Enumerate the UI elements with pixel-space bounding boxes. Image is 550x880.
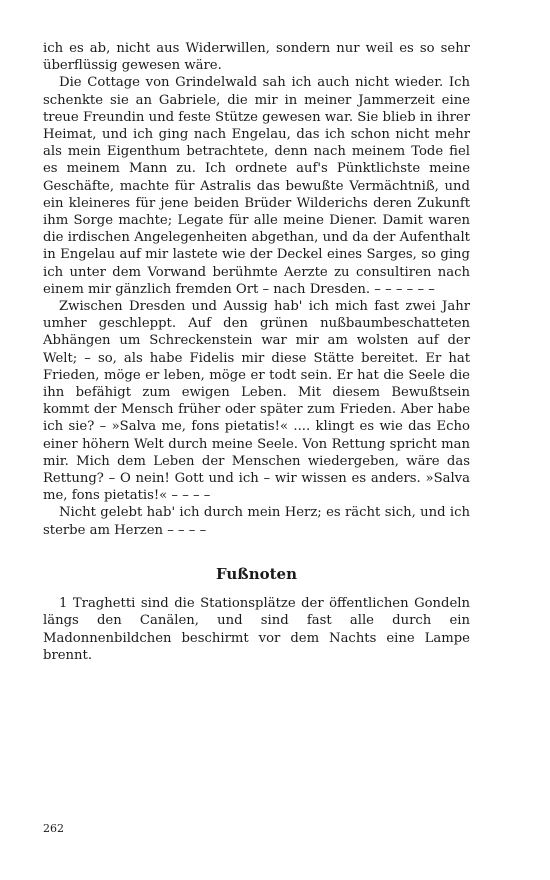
- body-paragraph-2: Die Cottage von Grindelwald sah ich auch nicht wieder. Ich schenkte sie an Gabriele, die mir in meiner Jammerzeit eine treue Freundin und feste Stütze gewesen war. Sie blieb in ihrer Heimat, und ich ging nach Engelau, das ich schon nicht mehr als mein Eigenthum betrachtete, denn nach meinem Tode fiel es meinem Mann zu. Ich ordnete auf's Pünktlichste meine Geschäfte, machte für Astralis das bewußte Vermächtniß, und ein kleineres für jene beiden Brüder Wilderichs deren Zukunft ihm Sorge machte; Legate für alle meine Diener. Damit waren die irdischen Angelegenheiten abgethan, und da der Aufenthalt in Engelau auf mir lastete wie der Deckel eines Sarges, so ging ich unter dem Vorwand berühmte Aerzte zu consultiren nach einem mir gänzlich fremden Ort – nach Dresden. – – – – – –: [43, 75, 470, 297]
- body-paragraph-3: Zwischen Dresden und Aussig hab' ich mich fast zwei Jahr umher geschleppt. Auf den grünen nußbaumbeschatteten Abhängen um Schreckenstein war mir am wolsten auf der Welt; – so, als habe Fidelis mir diese Stätte bereitet. Er hat Frieden, möge er leben, möge er todt sein. Er hat die Seele die ihn befähigt zum ewigen Leben. Mit diesem Bewußtsein kommt der Mensch früher oder später zum Frieden. Aber habe ich sie? – »Salva me, fons pietatis!« .... klingt es wie das Echo einer höhern Welt durch meine Seele. Von Rettung spricht man mir. Mich dem Leben der Menschen wiedergeben, wäre das Rettung? – O nein! Gott und ich – wir wissen es anders. »Salva me, fons pietatis!« – – – –: [43, 299, 470, 504]
- footnotes-heading: Fußnoten: [216, 564, 297, 583]
- footnote-1: 1 Traghetti sind die Stationsplätze der öffentlichen Gondeln längs den Canälen, und sind fast alle durch ein Madonnenbildchen beschirmt vor dem Nachts eine Lampe brennt.: [43, 596, 470, 663]
- page-content: [43, 40, 470, 664]
- body-paragraph-1: ich es ab, nicht aus Widerwillen, sondern nur weil es so sehr überflüssig gewesen wäre.: [43, 41, 470, 74]
- body-paragraph-4: Nicht gelebt hab' ich durch mein Herz; es rächt sich, und ich sterbe am Herzen – – – –: [43, 505, 470, 538]
- page-number: 262: [43, 822, 64, 835]
